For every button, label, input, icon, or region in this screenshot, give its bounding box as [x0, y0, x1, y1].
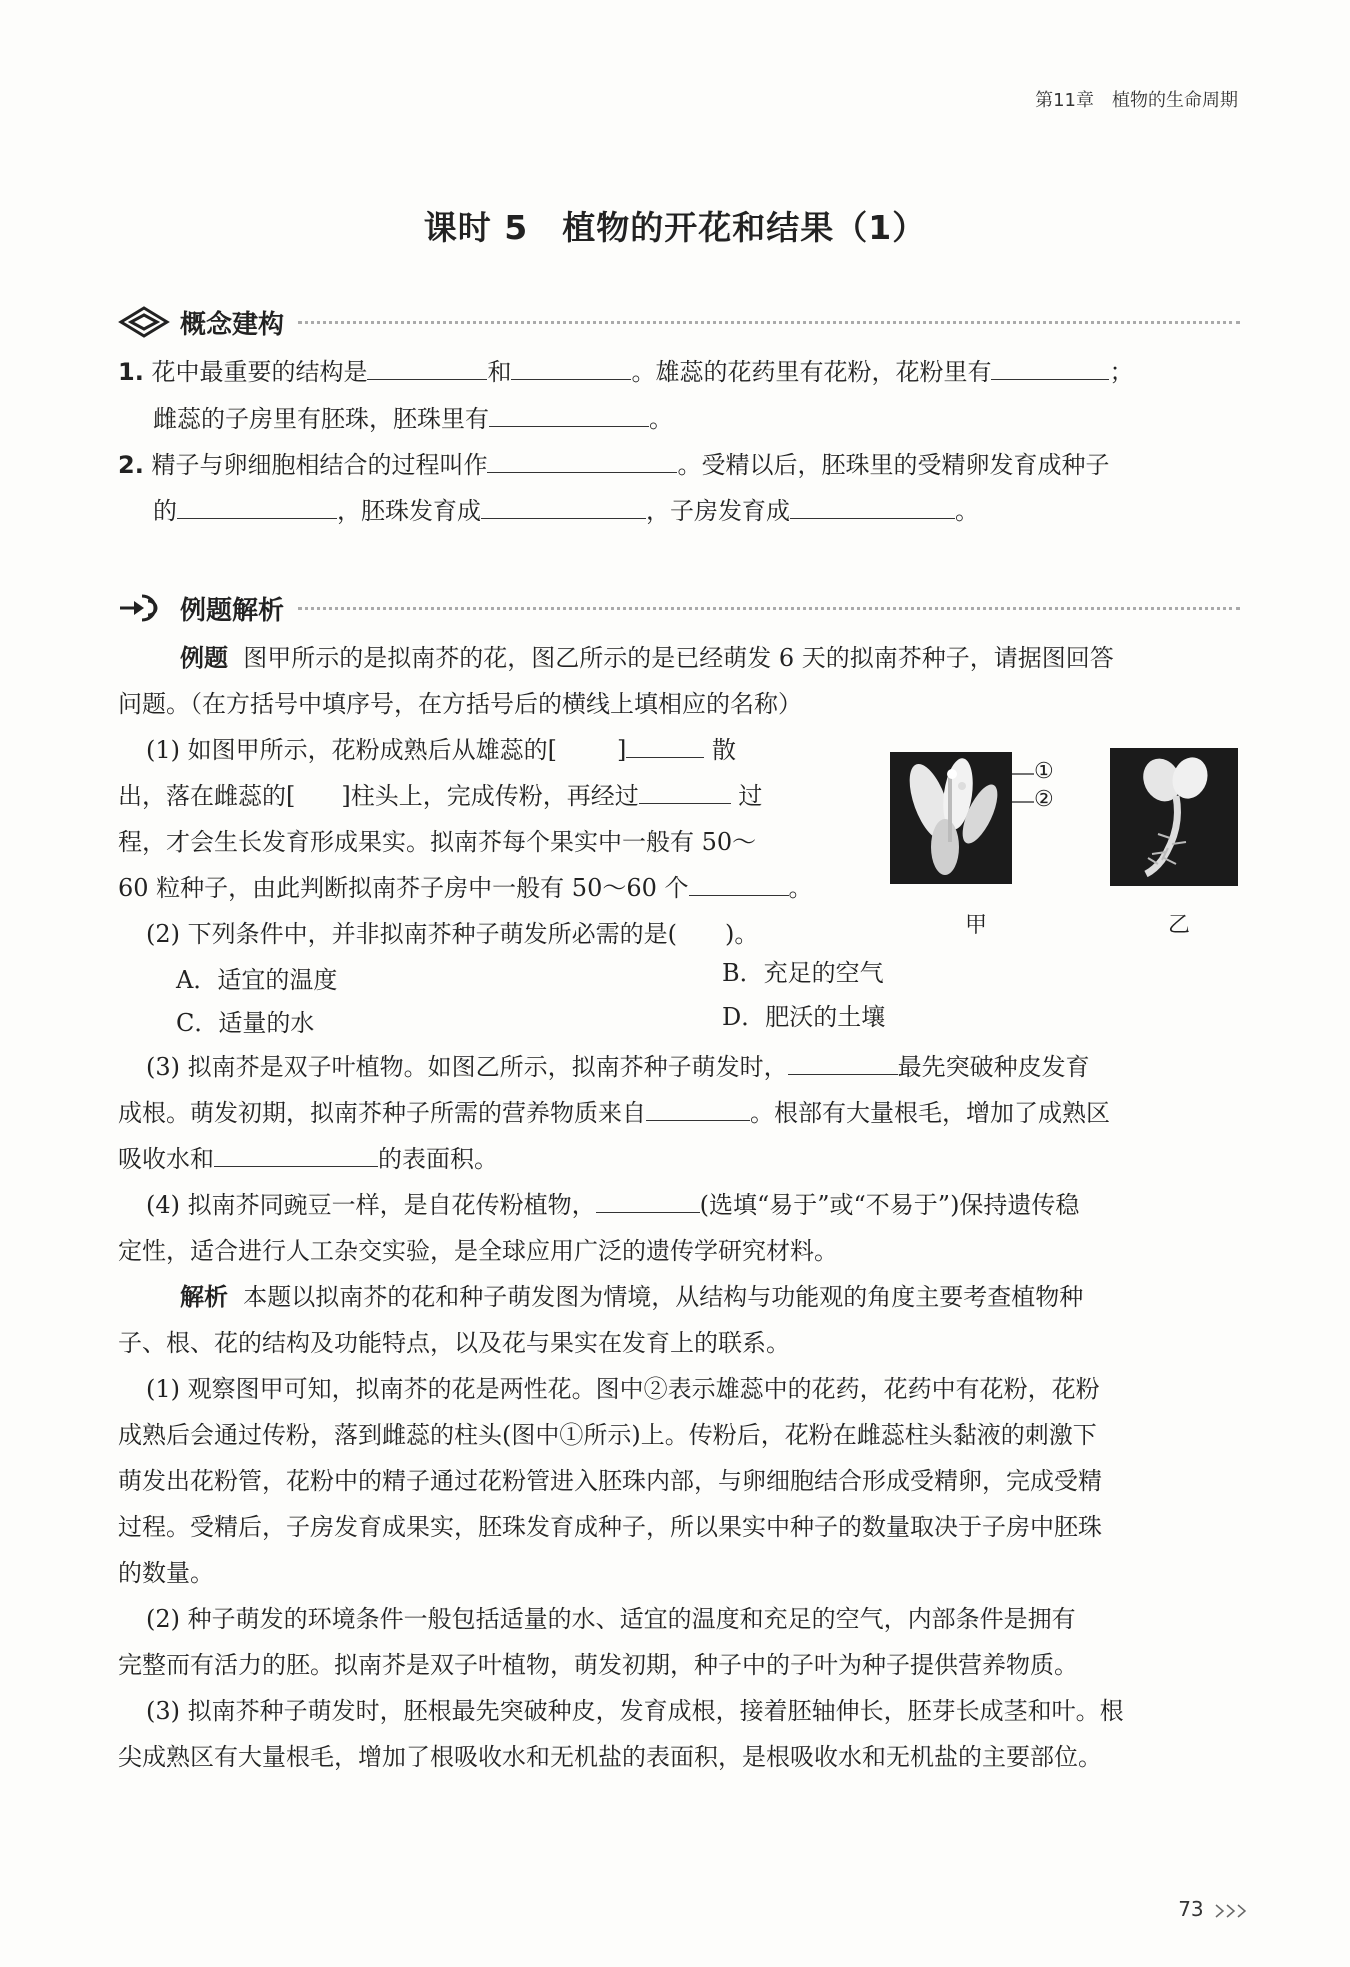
- option-d[interactable]: D．肥沃的土壤: [722, 1003, 886, 1031]
- option-c[interactable]: C．适量的水: [176, 1009, 315, 1037]
- section-concept: [118, 302, 1240, 342]
- analysis-line-6: 过程。受精后，子房发育成果实，胚珠发育成种子，所以果实中种子的数量取决于子房中胚珠: [118, 1513, 1102, 1541]
- analysis-line-10: (3) 拟南芥种子萌发时，胚根最先突破种皮，发育成根，接着胚轴伸长，胚芽长成茎和叶。根: [146, 1697, 1124, 1725]
- blank[interactable]: [639, 781, 731, 804]
- blank[interactable]: [689, 873, 789, 896]
- chevrons-right-icon: [1214, 1903, 1250, 1919]
- example-intro-line-1: 例题 图甲所示的是拟南芥的花，图乙所示的是已经萌发 6 天的拟南芥种子，请据图回答: [180, 644, 1114, 672]
- analysis-line-3: (1) 观察图甲可知，拟南芥的花是两性花。图中②表示雄蕊中的花药，花药中有花粉，花粉: [146, 1375, 1100, 1403]
- analysis-line-7: 的数量。: [118, 1559, 214, 1587]
- analysis-line-1: 解析 本题以拟南芥的花和种子萌发图为情境，从结构与功能观的角度主要考查植物种: [180, 1283, 1084, 1311]
- dotted-divider: [298, 607, 1240, 610]
- sub-question-4-line-1: (4) 拟南芥同豌豆一样，是自花传粉植物， (选填“易于”或“不易于”)保持遗传稳: [146, 1191, 1080, 1219]
- analysis-line-8: (2) 种子萌发的环境条件一般包括适量的水、适宜的温度和充足的空气，内部条件是拥有: [146, 1605, 1076, 1633]
- section-example: [118, 588, 1240, 628]
- blank[interactable]: [646, 1098, 750, 1121]
- sub-question-4-line-2: 定性，适合进行人工杂交实验，是全球应用广泛的遗传学研究材料。: [118, 1237, 838, 1265]
- sub-question-1-line-1: (1) 如图甲所示，花粉成熟后从雄蕊的[ ] 散: [146, 736, 737, 764]
- analysis-line-11: 尖成熟区有大量根毛，增加了根吸收水和无机盐的表面积，是根吸收水和无机盐的主要部位。: [118, 1743, 1102, 1771]
- blank[interactable]: [790, 496, 955, 519]
- analysis-line-2: 子、根、花的结构及功能特点，以及花与果实在发育上的联系。: [118, 1329, 790, 1357]
- blank[interactable]: [596, 1190, 700, 1213]
- blank[interactable]: [214, 1144, 378, 1167]
- blank[interactable]: [788, 1052, 898, 1075]
- blank[interactable]: [511, 357, 631, 380]
- blank[interactable]: [626, 735, 704, 758]
- blank[interactable]: [481, 496, 646, 519]
- option-a[interactable]: A．适宜的温度: [176, 966, 338, 994]
- label-stigma-1: ①: [1034, 759, 1054, 784]
- example-intro-line-2: 问题。（在方括号中填序号，在方括号后的横线上填相应的名称）: [118, 690, 802, 718]
- question-2-line-1: 2. 精子与卵细胞相结合的过程叫作 。受精以后，胚珠里的受精卵发育成种子: [118, 451, 1110, 479]
- analysis-line-9: 完整而有活力的胚。拟南芥是双子叶植物，萌发初期，种子中的子叶为种子提供营养物质。: [118, 1651, 1078, 1679]
- page-title: 课时 5 植物的开花和结果（1）: [423, 208, 927, 247]
- sub-question-1-line-4: 60 粒种子，由此判断拟南芥子房中一般有 50～60 个 。: [118, 874, 813, 902]
- sub-question-3-line-2: 成根。萌发初期，拟南芥种子所需的营养物质来自 。根部有大量根毛，增加了成熟区: [118, 1099, 1110, 1127]
- question-1-line-2: 雌蕊的子房里有胚珠，胚珠里有 。: [153, 405, 673, 433]
- chapter-header: 第11章 植物的生命周期: [1035, 90, 1238, 111]
- sub-question-3-line-1: (3) 拟南芥是双子叶植物。如图乙所示，拟南芥种子萌发时， 最先突破种皮发育: [146, 1053, 1090, 1081]
- question-2-line-2: 的 ，胚珠发育成 ，子房发育成 。: [153, 497, 979, 525]
- option-b[interactable]: B．充足的空气: [722, 959, 884, 987]
- arrow-target-icon: [118, 591, 170, 625]
- sub-question-2: (2) 下列条件中，并非拟南芥种子萌发所必需的是( )。: [146, 920, 759, 948]
- blank[interactable]: [991, 357, 1109, 380]
- blank[interactable]: [177, 496, 337, 519]
- layers-icon: [118, 305, 170, 339]
- seedling-photo: [1110, 748, 1238, 886]
- analysis-line-4: 成熟后会通过传粉，落到雌蕊的柱头(图中①所示)上。传粉后，花粉在雌蕊柱头黏液的刺激下: [118, 1421, 1097, 1449]
- section-title-example: 例题解析: [180, 595, 285, 626]
- dotted-divider: [298, 321, 1240, 324]
- page-number: 73: [1178, 1897, 1250, 1921]
- caption-jia: 甲: [965, 913, 988, 938]
- sub-question-3-line-3: 吸收水和 的表面积。: [118, 1145, 498, 1173]
- label-anther-2: ②: [1034, 787, 1054, 812]
- analysis-line-5: 萌发出花粉管，花粉中的精子通过花粉管进入胚珠内部，与卵细胞结合形成受精卵，完成受精: [118, 1467, 1102, 1495]
- blank[interactable]: [489, 404, 649, 427]
- section-title-concept: 概念建构: [180, 309, 285, 340]
- caption-yi: 乙: [1168, 913, 1191, 938]
- blank[interactable]: [367, 357, 487, 380]
- question-1-line-1: 1. 花中最重要的结构是 和 。雄蕊的花药里有花粉，花粉里有 ；: [118, 358, 1134, 386]
- sub-question-1-line-3: 程，才会生长发育形成果实。拟南芥每个果实中一般有 50～: [118, 828, 757, 856]
- sub-question-1-line-2: 出，落在雌蕊的[ ]柱头上，完成传粉，再经过 过: [118, 782, 763, 810]
- flower-photo: [890, 752, 1012, 884]
- blank[interactable]: [487, 450, 677, 473]
